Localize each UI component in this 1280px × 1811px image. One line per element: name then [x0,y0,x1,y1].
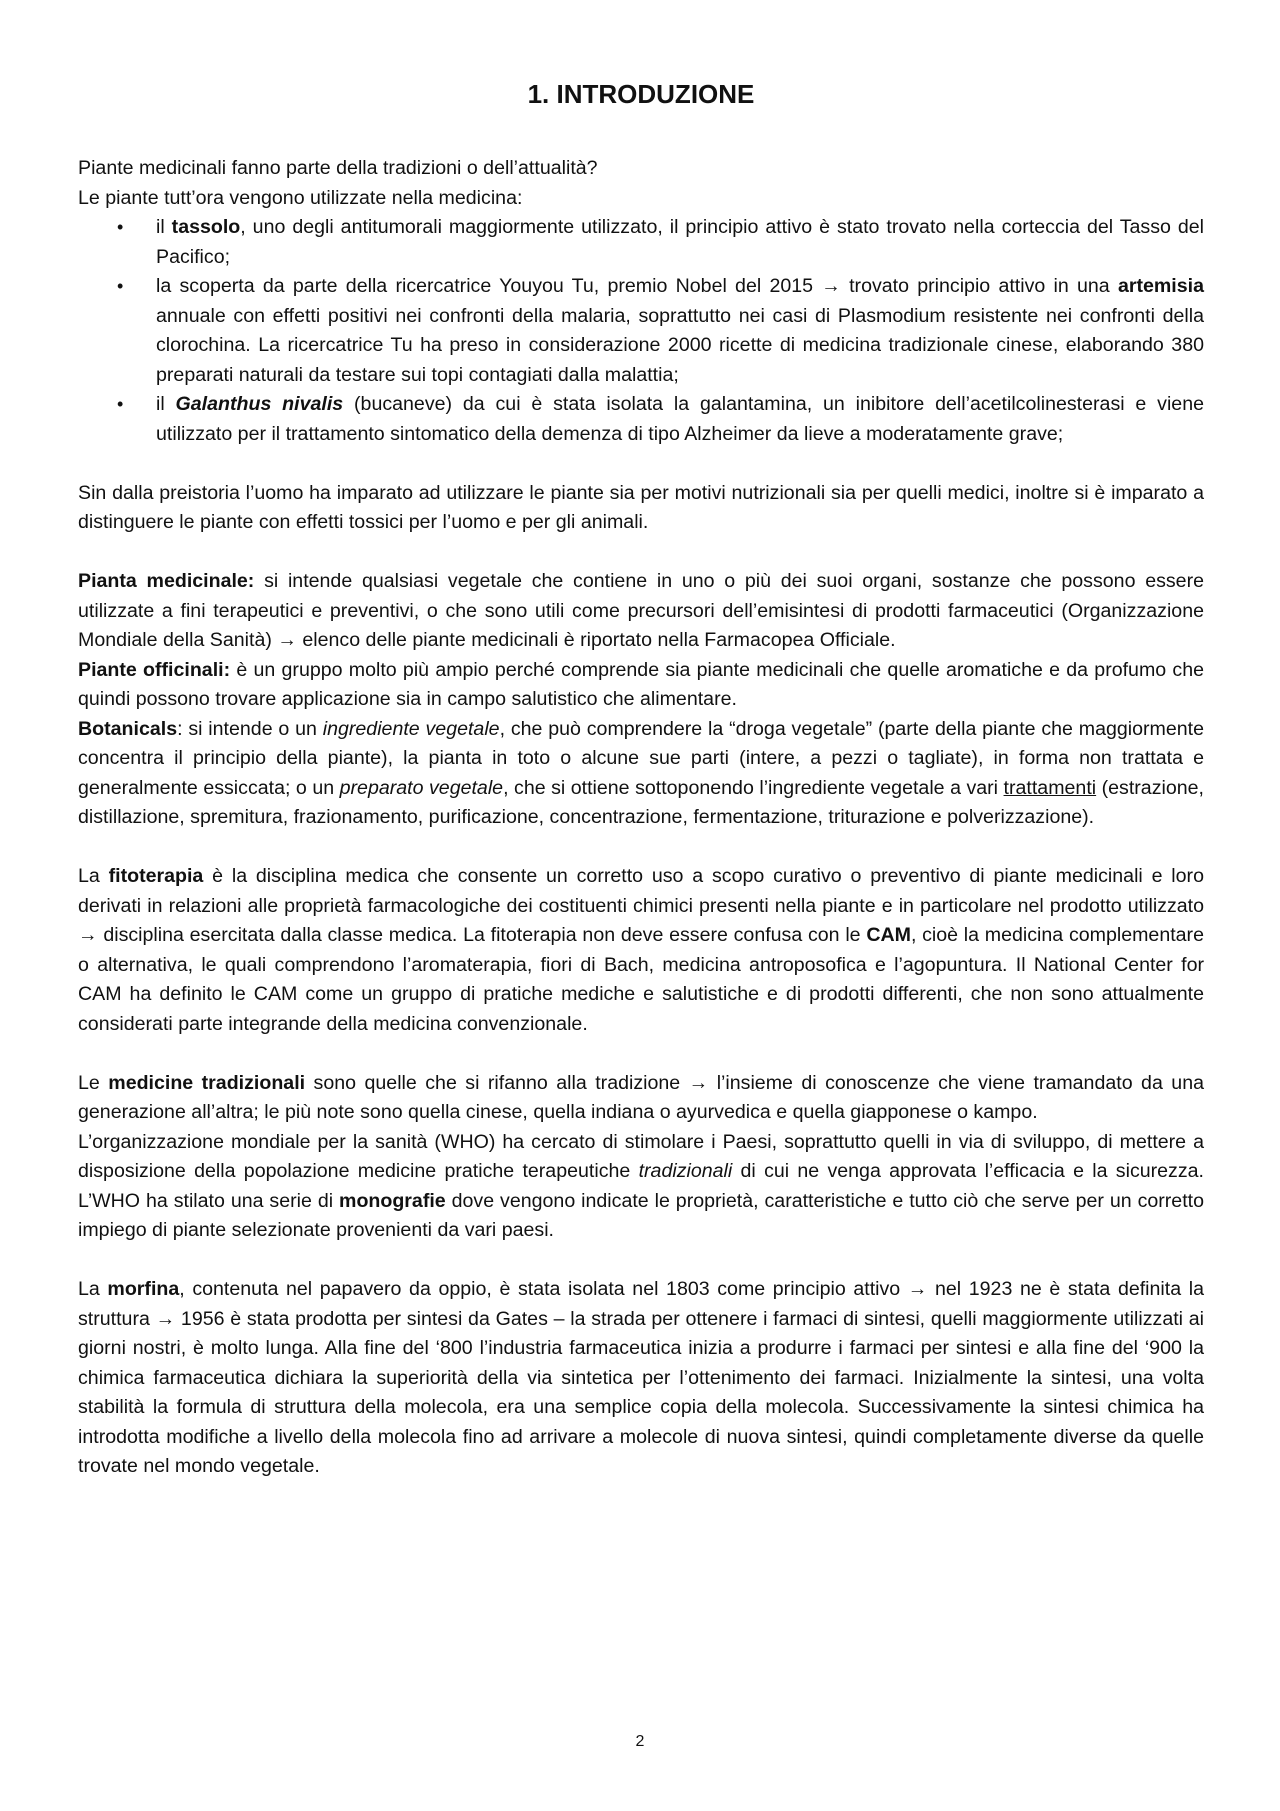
term-tassolo: tassolo [171,216,241,238]
list-item: • il Galanthus nivalis (bucaneve) da cui è stata isolata la galantamina, un inibitore dell’acetilcolinesterasi e viene utilizzato per il trattamento sintomatico della demenza di tipo Alzheimer da lieve a moderatamente grave; [156,390,1204,449]
definition-piante-officinali: Piante officinali: è un gruppo molto più ampio perché comprende sia piante medicinali che quelle aromatiche e da profumo che quindi possono trovare applicazione sia in campo salutistico che alimentare. [78,658,1205,710]
bullet-list [78,213,1204,449]
paragraph-who: L’organizzazione mondiale per la sanità (WHO) ha cercato di stimolare i Paesi, soprattutto quelli in via di sviluppo, di mettere a disposizione della popolazione medicine pratiche terapeutiche tradizionali di cui ne venga approvata l’efficacia e la sicurezza. L’WHO ha stilato una serie di monografie dove vengono indicate le proprietà, caratteristiche e tutto ciò che serve per un corretto impiego di piante selezionate provenienti da vari paesi. [78,1130,1204,1241]
paragraph-medicine-tradizionali: Le medicine tradizionali sono quelle che si rifanno alla tradizione → l’insieme di conoscenze che viene tramandato da una generazione all’altra; le più note sono quella cinese, quella indiana o ayurvedica e quella giapponese o kampo. [78,1071,1204,1123]
intro-lead: Le piante tutt’ora vengono utilizzate nella medicina: [78,186,523,209]
definition-botanicals: Botanicals: si intende o un ingrediente vegetale, che può comprendere la “droga vegetale” (parte della piante che maggiormente concentra il principio della piante), la pianta in toto o alcune sue parti (intere, a pezzi o tagliate), in forma non trattata e generalmente essiccata; o un preparato vegetale, che si ottiene sottoponendo l’ingrediente vegetale a vari trattamenti (estrazione, distillazione, spremitura, frazionamento, purificazione, concentrazione, fermentazione, triturazione e polverizzazione). [78,717,1205,828]
document-body [78,154,1204,1482]
page-number: 2 [635,1733,645,1750]
term-artemisia: artemisia [1117,275,1204,297]
paragraph-fitoterapia: La fitoterapia è la disciplina medica che consente un corretto uso a scopo curativo o preventivo di piante medicinali e loro derivati in relazioni alle proprietà farmacologiche dei costituenti chimici presenti nella piante e in particolare nel prodotto utilizzato → disciplina esercitata dalla classe medica. La fitoterapia non deve essere confusa con le CAM, cioè la medicina complementare o alternativa, le quali comprendono l’aromaterapia, fiori di Bach, medicina antroposofica e l’agopuntura. Il National Center for CAM ha definito le CAM come un gruppo di pratiche mediche e salutistiche e di prodotti differenti, che non sono attualmente considerati parte integrande della medicina convenzionale. [78,865,1204,1035]
intro-question: Piante medicinali fanno parte della tradizioni o dell’attualità? [78,157,598,179]
paragraph-morfina: La morfina, contenuta nel papavero da oppio, è stata isolata nel 1803 come principio attivo → nel 1923 ne è stata definita la struttura → 1956 è stata prodotta per sintesi da Gates – la strada per ottenere i farmaci di sintesi, quelli maggiormente utilizzati ai giorni nostri, è molto lunga. Alla fine del ‘800 l’industria farmaceutica inizia a produrre i farmaci per sintesi e alla fine del ‘900 la chimica farmaceutica dichiara la superiorità della via sintetica per l’ottenimento dei farmaci. Inizialmente la sintesi, una volta stabilità la formula di struttura della molecola, era una semplice copia della molecola. Successivamente la sintesi chimica ha introdotta modifiche a livello della molecola fino ad arrivare a molecole di nuova sintesi, quindi completamente diverse da quelle trovate nel mondo vegetale. [78,1278,1204,1477]
list-item: • la scoperta da parte della ricercatrice Youyou Tu, premio Nobel del 2015 → trovato principio attivo in una artemisia annuale con effetti positivi nei confronti della malaria, soprattutto nei casi di Plasmodium resistente nei confronti della clorochina. La ricercatrice Tu ha preso in considerazione 2000 ricette di medicina tradizionale cinese, elaborando 380 preparati naturali da testare sui topi contagiati dalla malattia; [156,272,1204,390]
paragraph-preistoria: Sin dalla preistoria l’uomo ha imparato ad utilizzare le piante sia per motivi nutrizionali sia per quelli medici, inoltre si è imparato a distinguere le piante con effetti tossici per l’uomo e per gli animali. [78,481,1204,533]
term-galanthus: Galanthus nivalis [175,393,344,415]
list-item: • il tassolo, uno degli antitumorali maggiormente utilizzato, il principio attivo è stato trovato nella corteccia del Tasso del Pacifico; [156,213,1204,272]
definition-pianta-medicinale: Pianta medicinale: si intende qualsiasi vegetale che contiene in uno o più dei suoi organi, sostanze che possono essere utilizzate a fini terapeutici e preventivi, o che sono utili come precursori dell’emisintesi di prodotti farmaceutici (Organizzazione Mondiale della Sanità) → elenco delle piante medicinali è riportato nella Farmacopea Officiale. [78,570,1204,651]
page-title: 1. INTRODUZIONE [527,79,755,109]
